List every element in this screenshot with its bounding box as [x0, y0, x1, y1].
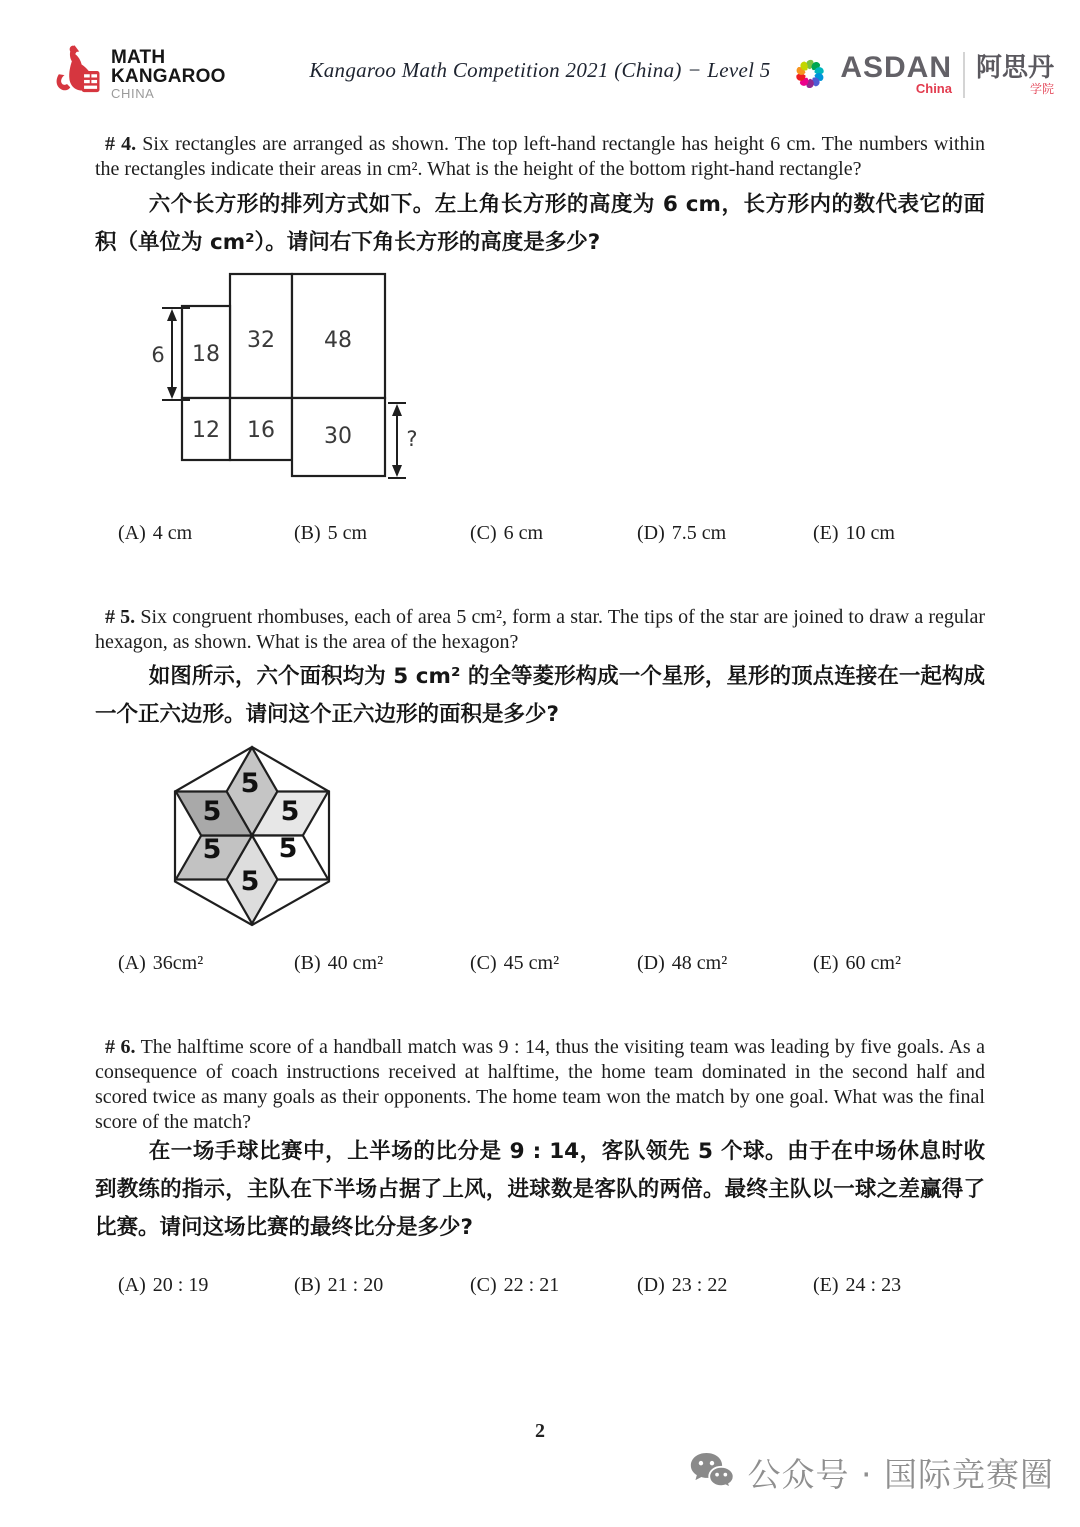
problem-4-figure: [150, 270, 430, 490]
problem-6-options: [95, 1274, 985, 1302]
asdan-wordmark: ASDAN: [840, 51, 952, 84]
rhombus-label-upper-left: 5: [202, 796, 222, 827]
kangaroo-logo-line3: CHINA: [111, 86, 155, 101]
asdan-logo: [791, 52, 1054, 98]
rhombus-label-lower-right: 5: [278, 833, 298, 864]
rhombus-label-upper-right: 5: [280, 796, 300, 827]
arrowhead-down-right: [392, 465, 402, 477]
option-e: (E) 10 cm: [813, 522, 895, 544]
area-label-32: 32: [247, 328, 275, 353]
height-label: 6: [151, 343, 165, 367]
option-b: (B) 5 cm: [294, 522, 368, 544]
problem-6-en-text: The halftime score of a handball match was 9 : 14, thus the visiting team was leading by five goals. As a consequence of coach instructions received at halftime, the home team dominated in the second half and scored twice as many goals as their opponents. The home team won the match by one goal. What was the final score of the match?: [95, 1036, 986, 1133]
problem-4-chinese: 六个长方形的排列方式如下。左上角长方形的高度为 6 cm，长方形内的数代表它的面积（单位为 cm²）。请问右下角长方形的高度是多少?: [95, 192, 985, 255]
option-a: (A) 20 : 19: [118, 1274, 209, 1296]
area-label-30: 30: [324, 424, 352, 449]
option-a: (A) 36cm²: [118, 952, 204, 974]
problem-5-number: # 5.: [105, 606, 136, 628]
problem-4-en-text: Six rectangles are arranged as shown. The top left-hand rectangle has height 6 cm. The numbers within the rectangles indicate their areas in cm². What is the height of the bottom right-hand rectangle?: [95, 133, 986, 180]
area-label-18: 18: [192, 342, 220, 367]
problem-6-number: # 6.: [105, 1036, 136, 1058]
wechat-icon: [689, 1451, 735, 1495]
option-b: (B) 40 cm²: [294, 952, 384, 974]
problem-4-options: [95, 522, 985, 550]
problem-4-english: [95, 132, 985, 182]
page-number: 2: [535, 1420, 545, 1442]
option-a: (A) 4 cm: [118, 522, 193, 544]
problem-5-english: [95, 605, 985, 655]
kangaroo-logo-line1: MATH: [111, 47, 166, 68]
page-title: Kangaroo Math Competition 2021 (China) − Level 5: [309, 58, 771, 82]
problem-6-chinese: 在一场手球比赛中，上半场的比分是 9 : 14，客队领先 5 个球。由于在中场休息时收到教练的指示，主队在下半场占据了上风，进球数是客队的两倍。最终主队以一球之差赢得了比赛。请问这场比赛的最终比分是多少?: [95, 1139, 985, 1240]
option-c: (C) 45 cm²: [470, 952, 560, 974]
rhombus-label-bottom: 5: [240, 866, 260, 897]
problem-5-chinese: 如图所示，六个面积均为 5 cm² 的全等菱形构成一个星形，星形的顶点连接在一起构成一个正六边形。请问这个正六边形的面积是多少?: [95, 664, 985, 727]
asdan-cn-sub: 学院: [1029, 82, 1054, 96]
problem-5-options: [95, 952, 985, 980]
asdan-pinwheel-icon: [791, 54, 829, 97]
option-d: (D) 23 : 22: [637, 1274, 728, 1296]
watermark-text: 公众号 · 国际竞赛圈: [747, 1455, 1054, 1494]
rhombus-label-lower-left: 5: [202, 834, 222, 865]
rhombus-label-top: 5: [240, 768, 260, 799]
arrowhead-up: [167, 309, 177, 321]
option-e: (E) 24 : 23: [813, 1274, 902, 1296]
arrowhead-up-right: [392, 404, 402, 416]
area-label-12: 12: [192, 418, 220, 443]
asdan-cn-wordmark: 阿思丹: [975, 53, 1054, 83]
problem-4-number: # 4.: [105, 133, 137, 155]
option-e: (E) 60 cm²: [813, 952, 901, 974]
arrowhead-down: [167, 387, 177, 399]
unknown-label: ?: [406, 427, 418, 451]
problem-6-english: [95, 1035, 985, 1135]
kangaroo-logo-line2: KANGAROO: [111, 66, 226, 87]
option-d: (D) 48 cm²: [637, 952, 728, 974]
asdan-region: China: [915, 81, 952, 96]
option-c: (C) 6 cm: [470, 522, 544, 544]
option-d: (D) 7.5 cm: [637, 522, 727, 544]
area-label-16: 16: [247, 418, 275, 443]
logo-divider: [963, 52, 965, 98]
option-b: (B) 21 : 20: [294, 1274, 384, 1296]
problem-5-figure: [165, 740, 340, 935]
watermark: [689, 1449, 1054, 1496]
area-label-48: 48: [324, 328, 352, 353]
option-c: (C) 22 : 21: [470, 1274, 560, 1296]
problem-5-en-text: Six congruent rhombuses, each of area 5 cm², form a star. The tips of the star are joined to draw a regular hexagon, as shown. What is the area of the hexagon?: [95, 606, 986, 653]
